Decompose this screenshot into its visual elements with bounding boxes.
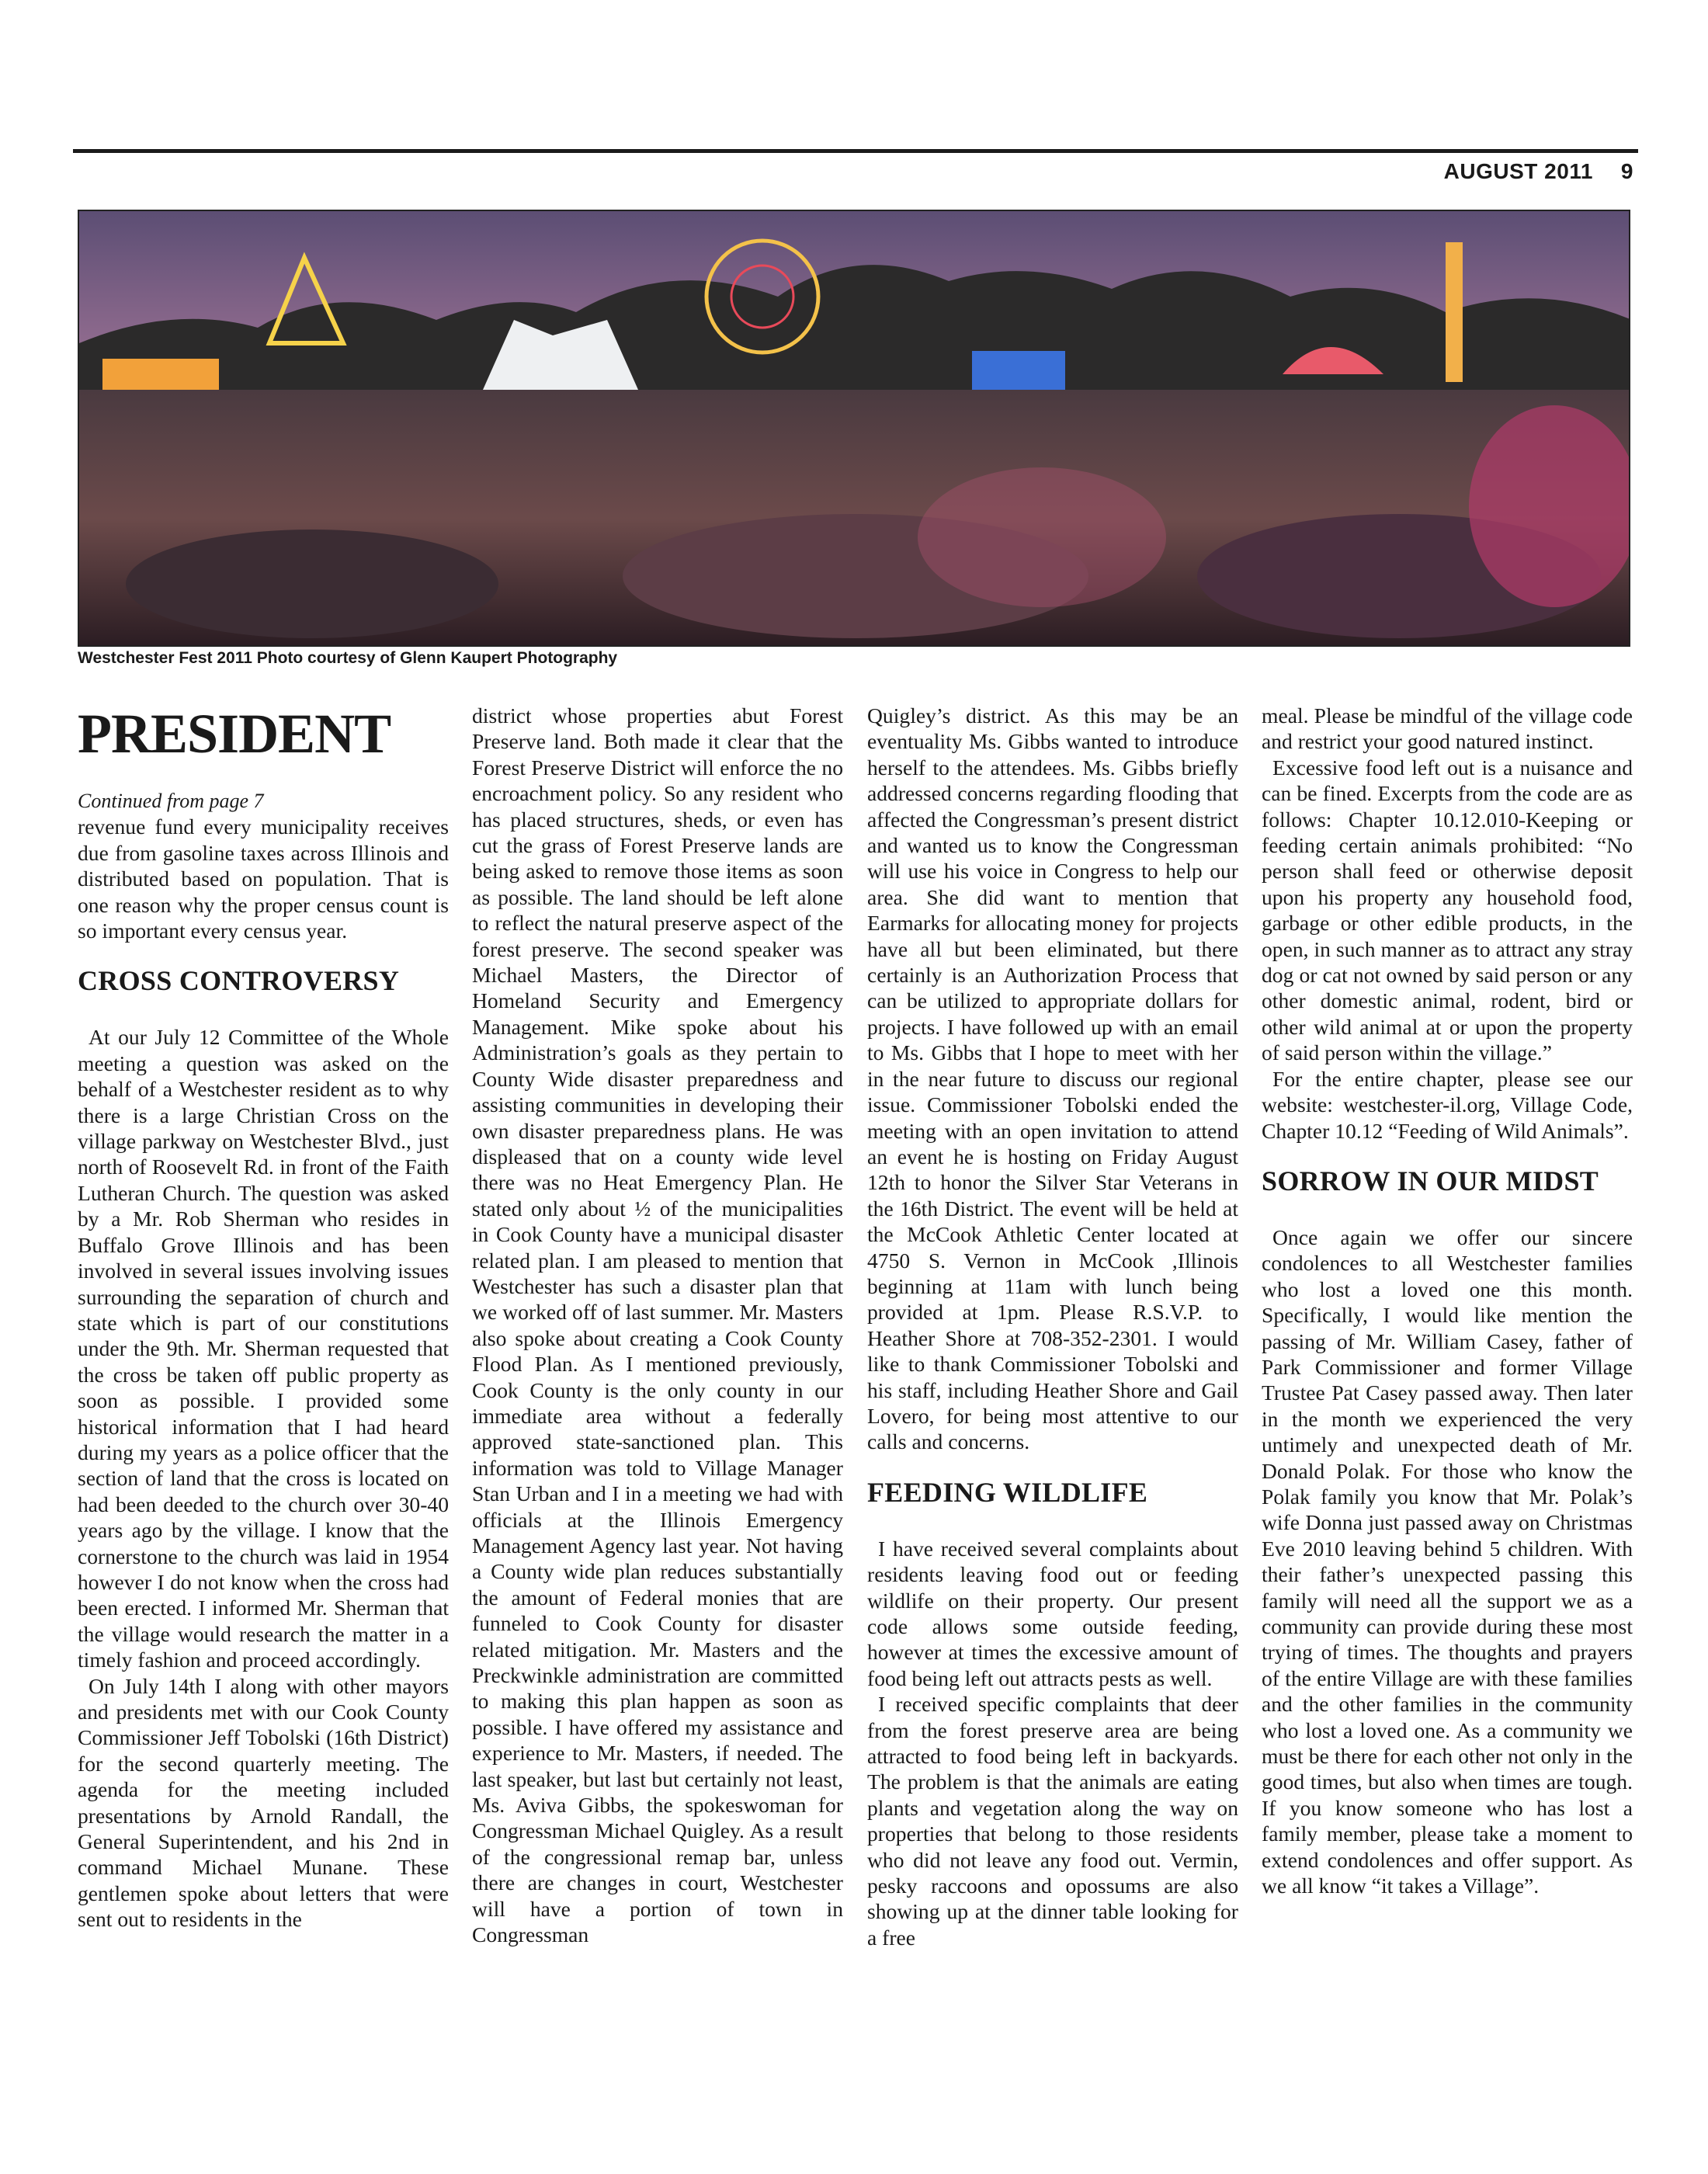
article-kicker: PRESIDENT [78,703,391,765]
section-heading-cross: CROSS CONTROVERSY [78,965,400,997]
paragraph: Once again we offer our sincere condolences to all Westchester families who lost a loved one this month. Specifically, I would like mention the passing of Mr. William Casey, father of Park Commissioner and former Village Trustee Pat Casey passed away. Then later in the month we experienced the very untimely and unexpected death of Mr. Donald Polak. For those who know the Polak family you know that Mr. Polak’s wife Donna just passed away on Christmas Eve 2010 leaving behind 5 children. With their father’s unexpected passing this family will need all the support we as a community can provide during these most trying of times. The thoughts and prayers of the entire Village are with these families and the other families in the community who lost a loved one. As a community we must be there for each other not only in the good times, but also when times are tough. If you know someone who has lost a family member, please take a moment to extend condolences and offer support. As we all know “it takes a Village”. [1262,1224,1633,1898]
paragraph: Excessive food left out is a nuisance and can be fined. Excerpts from the code are as follows: Chapter 10.12.010-Keeping or feeding certain animals prohibited: “No person shall feed or otherwise deposit upon his property any household food, garbage or other edible products, in the open, in such manner as to attract any stray dog or cat not owned by said person or any other domestic animal, rodent, bird or other wild animal at or upon the property of said person within the village.” [1262,755,1633,1065]
page-number: 9 [1620,159,1633,183]
paragraph: At our July 12 Committee of the Whole meeting a question was asked on the behalf of a Westchester resident as to why there is a large Christian Cross on the village parkway on Westchester Blvd., just north of Roosevelt Rd. in front of the Faith Lutheran Church. The question was asked by a Mr. Rob Sherman who resides in Buffalo Grove Illinois and has been involved in several issues involving issues surrounding the separation of church and state which is part of our constitutions under the 9th. Mr. Sherman requested that the cross be taken off public property as soon as possible. I provided some historical information that I had heard during my years as a police officer that the section of land that the cross is located on had been deeded to the church over 30-40 years ago by the village. I know that the cornerstone to the church was laid in 1954 however I do not know when the cross had been erected. I informed Mr. Sherman that the village would research the matter in a timely fashion and proceed accordingly. [78,1025,449,1672]
paragraph: For the entire chapter, please see our website: westchester-il.org, Village Code, Chapter 10.12 “Feeding of Wild Animals”. [1262,1066,1633,1143]
column-4 [1262,703,1633,1898]
continued-line: Continued from page 7 [78,790,264,812]
paragraph: I have received several complaints about residents leaving food out or feeding wildlife on their property. Our present code allows some outside feeding, however at times the excessive amount of food being left out attracts pests as well. [867,1536,1238,1690]
section-heading-feeding: FEEDING WILDLIFE [867,1476,1148,1508]
column-1 [78,703,449,1933]
paragraph: meal. Please be mindful of the village code and restrict your good natured instinct. [1262,703,1633,754]
paragraph: I received specific complaints that deer from the forest preserve area are being attracted to food being left in backyards. The problem is that the animals are eating plants and vegetation along the way on properties that belong to those residents who did not leave any food out. Vermin, pesky raccoons and opossums are also showing up at the dinner table looking for a free [867,1692,1238,1950]
header-rule [73,149,1638,153]
paragraph: Quigley’s district. As this may be an eventuality Ms. Gibbs wanted to introduce herself to the attendees. Ms. Gibbs briefly addressed concerns regarding flooding that affected the Congressman’s present district and wanted us to know the Congressman will use his voice in Congress to help our area. She did want to mention that Earmarks for allocating money for projects have all but been eliminated, but there certainly is an Authorization Process that can be utilized to appropriate dollars for projects. I have followed up with an email to Ms. Gibbs that I hope to meet with her in the near future to discuss our regional issue. Commissioner Tobolski ended the meeting with an open invitation to attend an event he is hosting on Friday August 12th to honor the Silver Star Veterans in the 16th District. The event will be held at the McCook Athletic Center located at 4750 S. Vernon in McCook ,Illinois beginning at 11am with lunch being provided at 1pm. Please R.S.V.P. to Heather Shore at 708-352-2301. I would like to thank Commissioner Tobolski and his staff, including Heather Shore and Gail Lovero, for being most attentive to our calls and concerns. [867,703,1238,1454]
column-2 [472,703,843,1948]
festival-photo [78,210,1630,647]
paragraph: district whose properties abut Forest Preserve land. Both made it clear that the Forest Preserve District will enforce the no encroachment policy. So any resident who has placed structures, sheds, or even has cut the grass of Forest Preserve lands are being asked to remove those items as soon as possible. The land should be left alone to reflect the natural preserve aspect of the forest preserve. The second speaker was Michael Masters, the Director of Homeland Security and Emergency Management. Mike spoke about his Administration’s goals as they pertain to County Wide disaster preparedness and assisting communities in developing their own disaster preparedness plans. He was displeased that on a county wide level there was no Heat Emergency Plan. He stated only about ½ of the municipalities in Cook County have a municipal disaster related plan. I am pleased to mention that Westchester has such a disaster plan that we worked off of last summer. Mr. Masters also spoke about creating a Cook County Flood Plan. As I mentioned previously, Cook County is the only county in our immediate area without a federally approved state-sanctioned plan. This information was told to Village Manager Stan Urban and I in a meeting we had with officials at the Illinois Emergency Management Agency last year. Not having a County wide plan reduces substantially the amount of Federal monies that are funneled to Cook County for disaster related mitigation. Mr. Masters and the Preckwinkle administration are committed to making this plan happen as soon as possible. I have offered my assistance and experience to Mr. Masters, if needed. The last speaker, but last but certainly not least, Ms. Aviva Gibbs, the spokeswoman for Congressman Michael Quigley. As a result of the congressional remap bar, unless there are changes in court, Westchester will have a portion of town in Congressman [472,703,843,1947]
paragraph: revenue fund every municipality receives due from gasoline taxes across Illinois and distributed based on population. That is one reason why the proper census count is so important every census year. [78,814,449,943]
page-folio [1444,159,1633,184]
issue-date: AUGUST 2011 [1443,159,1593,183]
column-3 [867,703,1238,1950]
section-heading-sorrow: SORROW IN OUR MIDST [1262,1165,1599,1196]
paragraph: On July 14th I along with other mayors and presidents met with our Cook County Commissioner Jeff Tobolski (16th District) for the second quarterly meeting. The agenda for the meeting included presentations by Arnold Randall, the General Superintendent, and his 2nd in command Michael Munane. These gentlemen spoke about letters that were sent out to residents in the [78,1673,449,1932]
photo-caption: Westchester Fest 2011 Photo courtesy of Glenn Kaupert Photography [78,649,618,667]
